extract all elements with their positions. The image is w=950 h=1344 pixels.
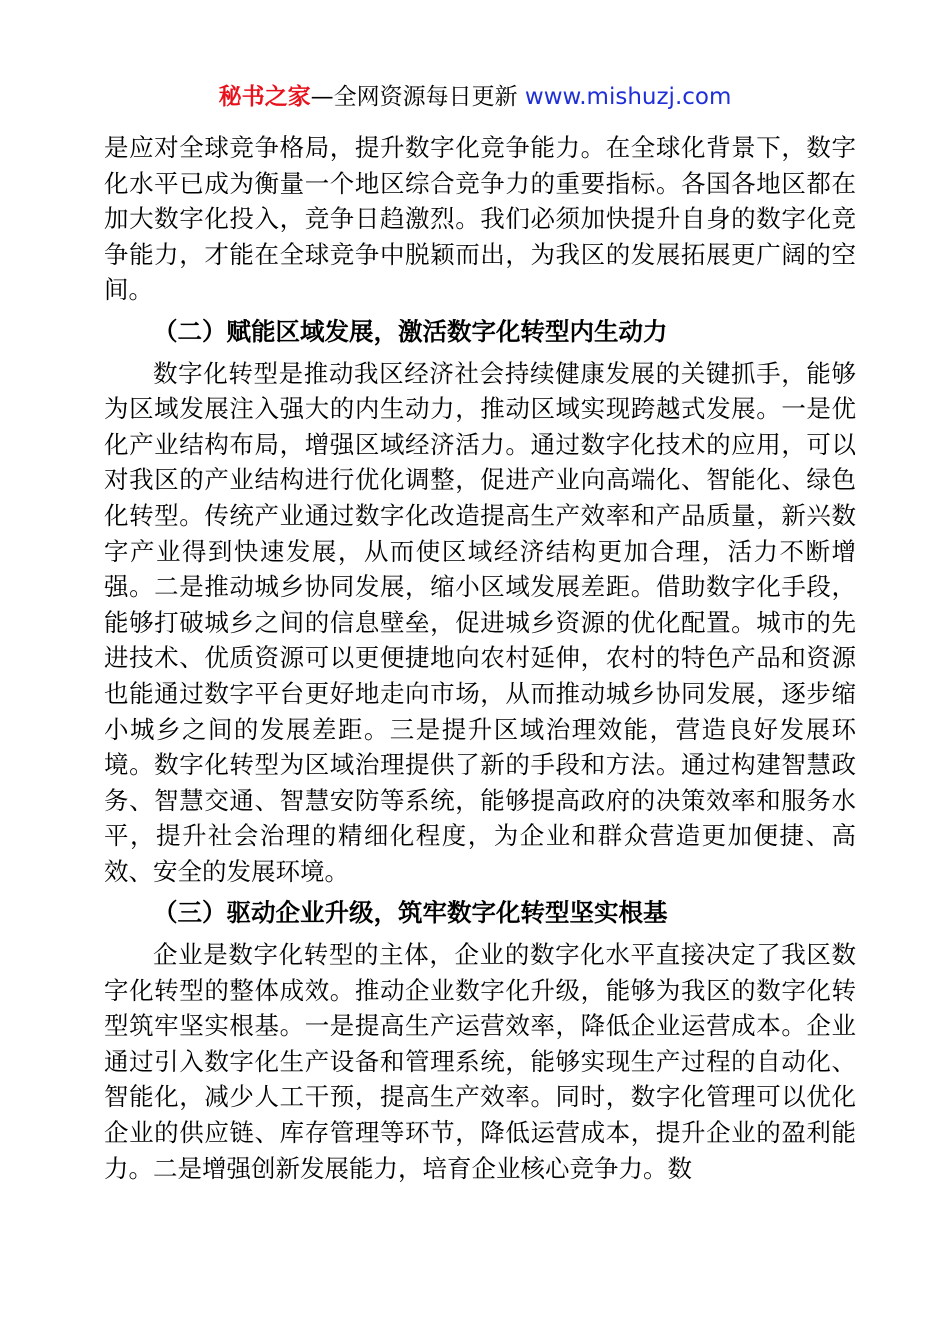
header-tagline: —全网资源每日更新 [310, 84, 525, 110]
brand-name: 秘书之家 [218, 84, 311, 110]
paragraph-section-3: 企业是数字化转型的主体，企业的数字化水平直接决定了我区数字化转型的整体成效。推动企业数字化升级，能够为我区的数字化转型筑牢坚实根基。一是提高生产运营效率，降低企业运营成本。企业通过引入数字化生产设备和管理系统，能够实现生产过程的自动化、智能化，减少人工干预，提高生产效率。同时，数字化管理可以优化企业的供应链、库存管理等环节，降低运营成本，提升企业的盈利能力。二是增强创新发展能力，培育企业核心竞争力。数 [104, 940, 856, 1183]
paragraph-continued: 是应对全球竞争格局，提升数字化竞争能力。在全球化背景下，数字化水平已成为衡量一个地区综合竞争力的重要指标。各国各地区都在加大数字化投入，竞争日趋激烈。我们必须加快提升自身的数字化竞争能力，才能在全球竞争中脱颖而出，为我区的发展拓展更广阔的空间。 [104, 133, 856, 305]
page-header [0, 80, 950, 114]
section-heading-2: （二）赋能区域发展，激活数字化转型内生动力 [153, 316, 668, 346]
document-body [104, 130, 856, 1186]
paragraph-section-2: 数字化转型是推动我区经济社会持续健康发展的关键抓手，能够为区域发展注入强大的内生动力，推动区域实现跨越式发展。一是优化产业结构布局，增强区域经济活力。通过数字化技术的应用，可以对我区的产业结构进行优化调整，促进产业向高端化、智能化、绿色化转型。传统产业通过数字化改造提高生产效率和产品质量，新兴数字产业得到快速发展，从而使区域经济结构更加合理，活力不断增强。二是推动城乡协同发展，缩小区域发展差距。借助数字化手段，能够打破城乡之间的信息壁垒，促进城乡资源的优化配置。城市的先进技术、优质资源可以更便捷地向农村延伸，农村的特色产品和资源也能通过数字平台更好地走向市场，从而推动城乡协同发展，逐步缩小城乡之间的发展差距。三是提升区域治理效能，营造良好发展环境。数字化转型为区域治理提供了新的手段和方法。通过构建智慧政务、智慧交通、智慧安防等系统，能够提高政府的决策效率和服务水平，提升社会治理的精细化程度，为企业和群众营造更加便捷、高效、安全的发展环境。 [104, 358, 856, 886]
site-url-link[interactable]: www.mishuzj.com [524, 84, 732, 110]
section-heading-3: （三）驱动企业升级，筑牢数字化转型坚实根基 [153, 898, 668, 928]
